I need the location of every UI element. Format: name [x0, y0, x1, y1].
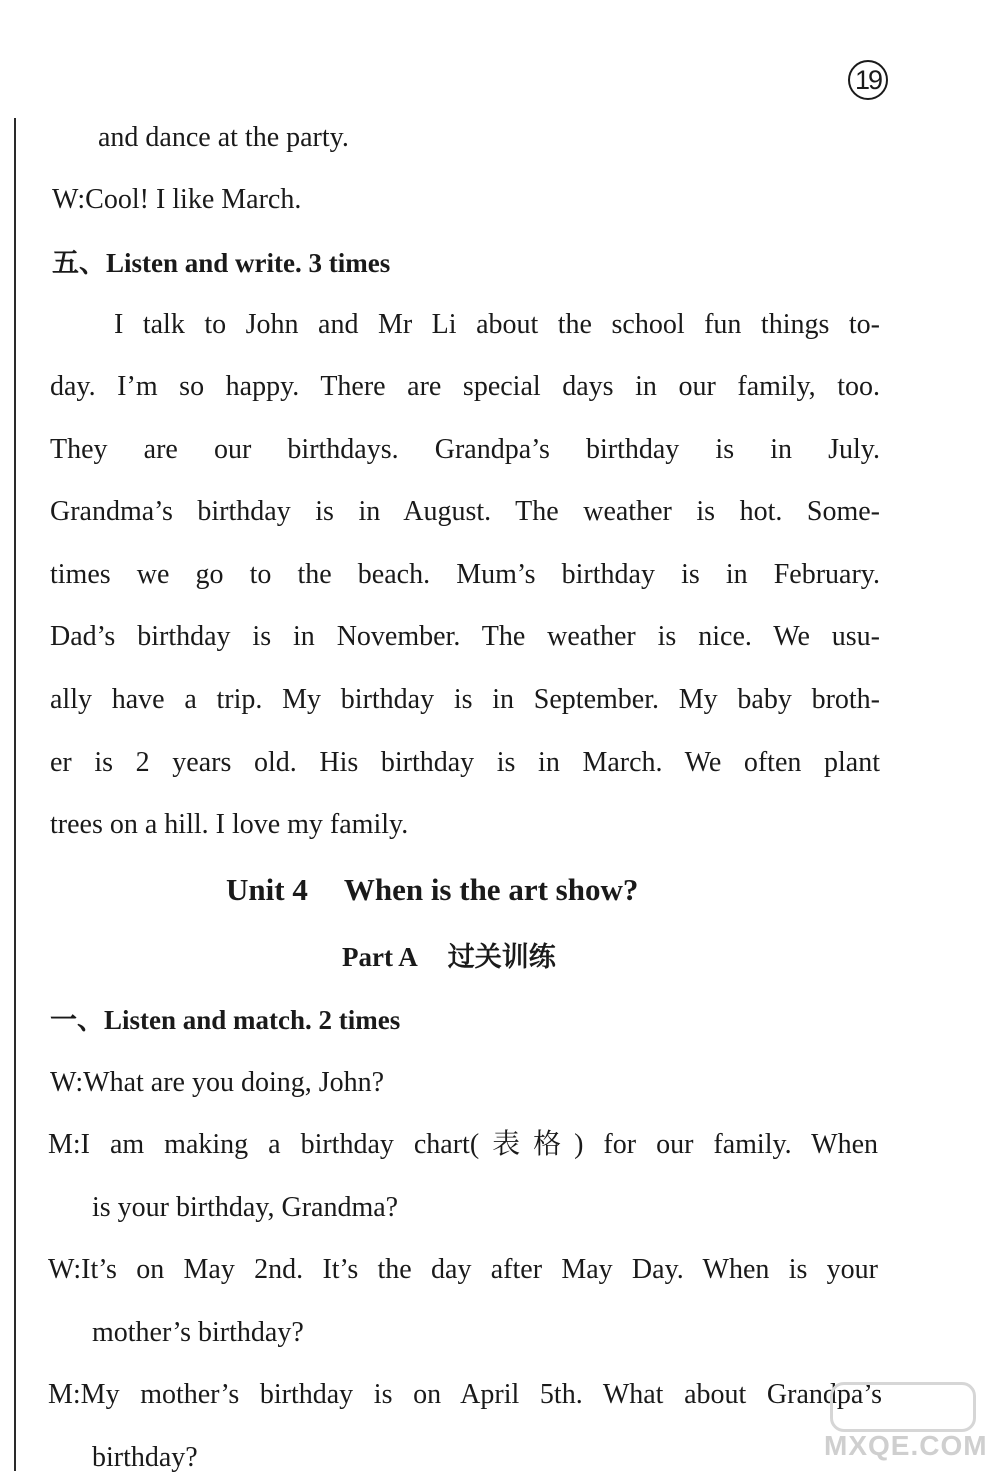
unit-title	[226, 870, 638, 910]
dialogue-line: mother’s birthday?	[92, 1317, 304, 1348]
part-title	[342, 937, 556, 977]
paragraph-line: Grandma’s birthday is in August. The weather is hot. Some-	[50, 496, 880, 527]
dialogue-line: M:My mother’s birthday is on April 5th. What about Grandpa’s	[48, 1379, 882, 1410]
dialogue-line: M:I am making a birthday chart(表格) for our family. When	[48, 1129, 878, 1160]
watermark-mark	[830, 1382, 976, 1432]
section-heading: 五、Listen and write. 3 times	[52, 248, 391, 278]
left-margin-rule	[14, 118, 16, 1471]
watermark-logo	[800, 1378, 990, 1468]
part-label: Part A	[342, 942, 418, 972]
dialogue-line: W:It’s on May 2nd. It’s the day after May Day. When is your	[48, 1254, 878, 1285]
paragraph-line: They are our birthdays. Grandpa’s birthday is in July.	[50, 434, 880, 465]
paragraph-line: Dad’s birthday is in November. The weather is nice. We usu-	[50, 621, 880, 652]
part-subtitle: 过关训练	[447, 942, 556, 972]
dialogue-line: W:What are you doing, John?	[50, 1067, 385, 1098]
paragraph-line: er is 2 years old. His birthday is in March. We often plant	[50, 747, 880, 778]
dialogue-line: is your birthday, Grandma?	[92, 1192, 399, 1223]
unit-name: When is the art show?	[343, 872, 639, 907]
dialogue-line: birthday?	[92, 1442, 198, 1473]
text-line: and dance at the party.	[98, 122, 349, 153]
paragraph-line: trees on a hill. I love my family.	[50, 809, 409, 840]
watermark-text: MXQE.COM	[824, 1430, 988, 1461]
paragraph-line: I talk to John and Mr Li about the school fun things to-	[114, 309, 880, 340]
dialogue-line: W:Cool! I like March.	[52, 184, 302, 215]
paragraph-line: times we go to the beach. Mum’s birthday is in February.	[50, 559, 880, 590]
section-heading: 一、Listen and match. 2 times	[50, 1005, 401, 1035]
paragraph-line: day. I’m so happy. There are special days in our family, too.	[50, 371, 880, 402]
unit-number: Unit 4	[226, 872, 308, 907]
page-number: 19	[848, 60, 888, 100]
paragraph-line: ally have a trip. My birthday is in September. My baby broth-	[50, 684, 880, 715]
